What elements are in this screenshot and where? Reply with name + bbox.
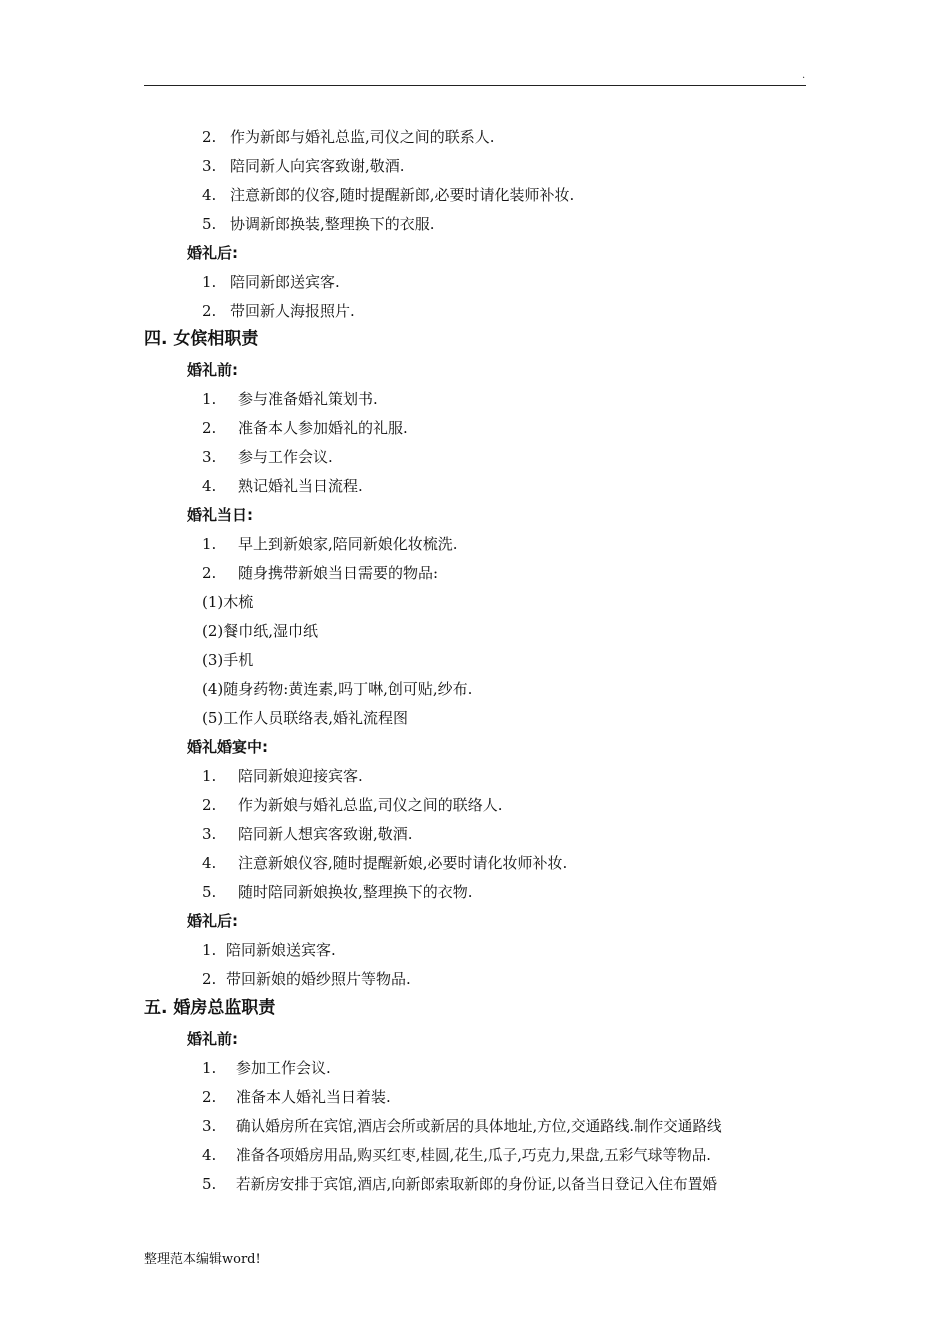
list-item: 1. 早上到新娘家,陪同新娘化妆梳洗.: [202, 535, 458, 553]
list-item: 3. 参与工作会议.: [202, 448, 333, 466]
sub-list-item: (3)手机: [202, 651, 254, 669]
sub-list-item: (1)木梳: [202, 593, 254, 611]
subheading: 婚礼后:: [187, 244, 238, 262]
list-item: 1. 陪同新郎送宾客.: [202, 273, 340, 291]
section-title: 五. 婚房总监职责: [144, 998, 276, 1018]
footer-text: 整理范本编辑word!: [144, 1252, 261, 1267]
header-mark: .: [802, 70, 806, 81]
list-item: 1. 参与准备婚礼策划书.: [202, 390, 378, 408]
section-title: 四. 女傧相职责: [144, 329, 259, 349]
sub-list-item: (4)随身药物:黄连素,吗丁啉,创可贴,纱布.: [202, 680, 473, 698]
list-item: 1. 参加工作会议.: [202, 1059, 331, 1077]
list-item: 3. 陪同新人想宾客致谢,敬酒.: [202, 825, 413, 843]
list-item: 2. 作为新娘与婚礼总监,司仪之间的联络人.: [202, 796, 503, 814]
list-item: 3. 陪同新人向宾客致谢,敬酒.: [202, 157, 405, 175]
list-item: 1. 陪同新娘送宾客.: [202, 941, 336, 959]
subheading: 婚礼当日:: [187, 506, 253, 524]
list-item: 4. 准备各项婚房用品,购买红枣,桂圆,花生,瓜子,巧克力,果盘,五彩气球等物品.: [202, 1146, 711, 1164]
subheading: 婚礼后:: [187, 912, 238, 930]
sub-list-item: (2)餐巾纸,湿巾纸: [202, 622, 319, 640]
list-item: 4. 注意新郎的仪容,随时提醒新郎,必要时请化装师补妆.: [202, 186, 575, 204]
list-item: 5. 协调新郎换装,整理换下的衣服.: [202, 215, 435, 233]
subheading: 婚礼婚宴中:: [187, 738, 268, 756]
list-item: 2. 随身携带新娘当日需要的物品:: [202, 564, 439, 582]
list-item: 2. 作为新郎与婚礼总监,司仪之间的联系人.: [202, 128, 495, 146]
list-item: 3. 确认婚房所在宾馆,酒店会所或新居的具体地址,方位,交通路线.制作交通路线: [202, 1117, 722, 1135]
list-item: 1. 陪同新娘迎接宾客.: [202, 767, 363, 785]
list-item: 4. 熟记婚礼当日流程.: [202, 477, 363, 495]
list-item: 2. 带回新娘的婚纱照片等物品.: [202, 970, 411, 988]
list-item: 5. 若新房安排于宾馆,酒店,向新郎索取新郎的身份证,以备当日登记入住布置婚: [202, 1175, 717, 1193]
list-item: 4. 注意新娘仪容,随时提醒新娘,必要时请化妆师补妆.: [202, 854, 568, 872]
subheading: 婚礼前:: [187, 361, 238, 379]
subheading: 婚礼前:: [187, 1030, 238, 1048]
list-item: 2. 准备本人婚礼当日着装.: [202, 1088, 391, 1106]
list-item: 2. 带回新人海报照片.: [202, 302, 355, 320]
list-item: 2. 准备本人参加婚礼的礼服.: [202, 419, 408, 437]
sub-list-item: (5)工作人员联络表,婚礼流程图: [202, 709, 409, 727]
list-item: 5. 随时陪同新娘换妆,整理换下的衣物.: [202, 883, 473, 901]
header-rule: [144, 85, 806, 86]
